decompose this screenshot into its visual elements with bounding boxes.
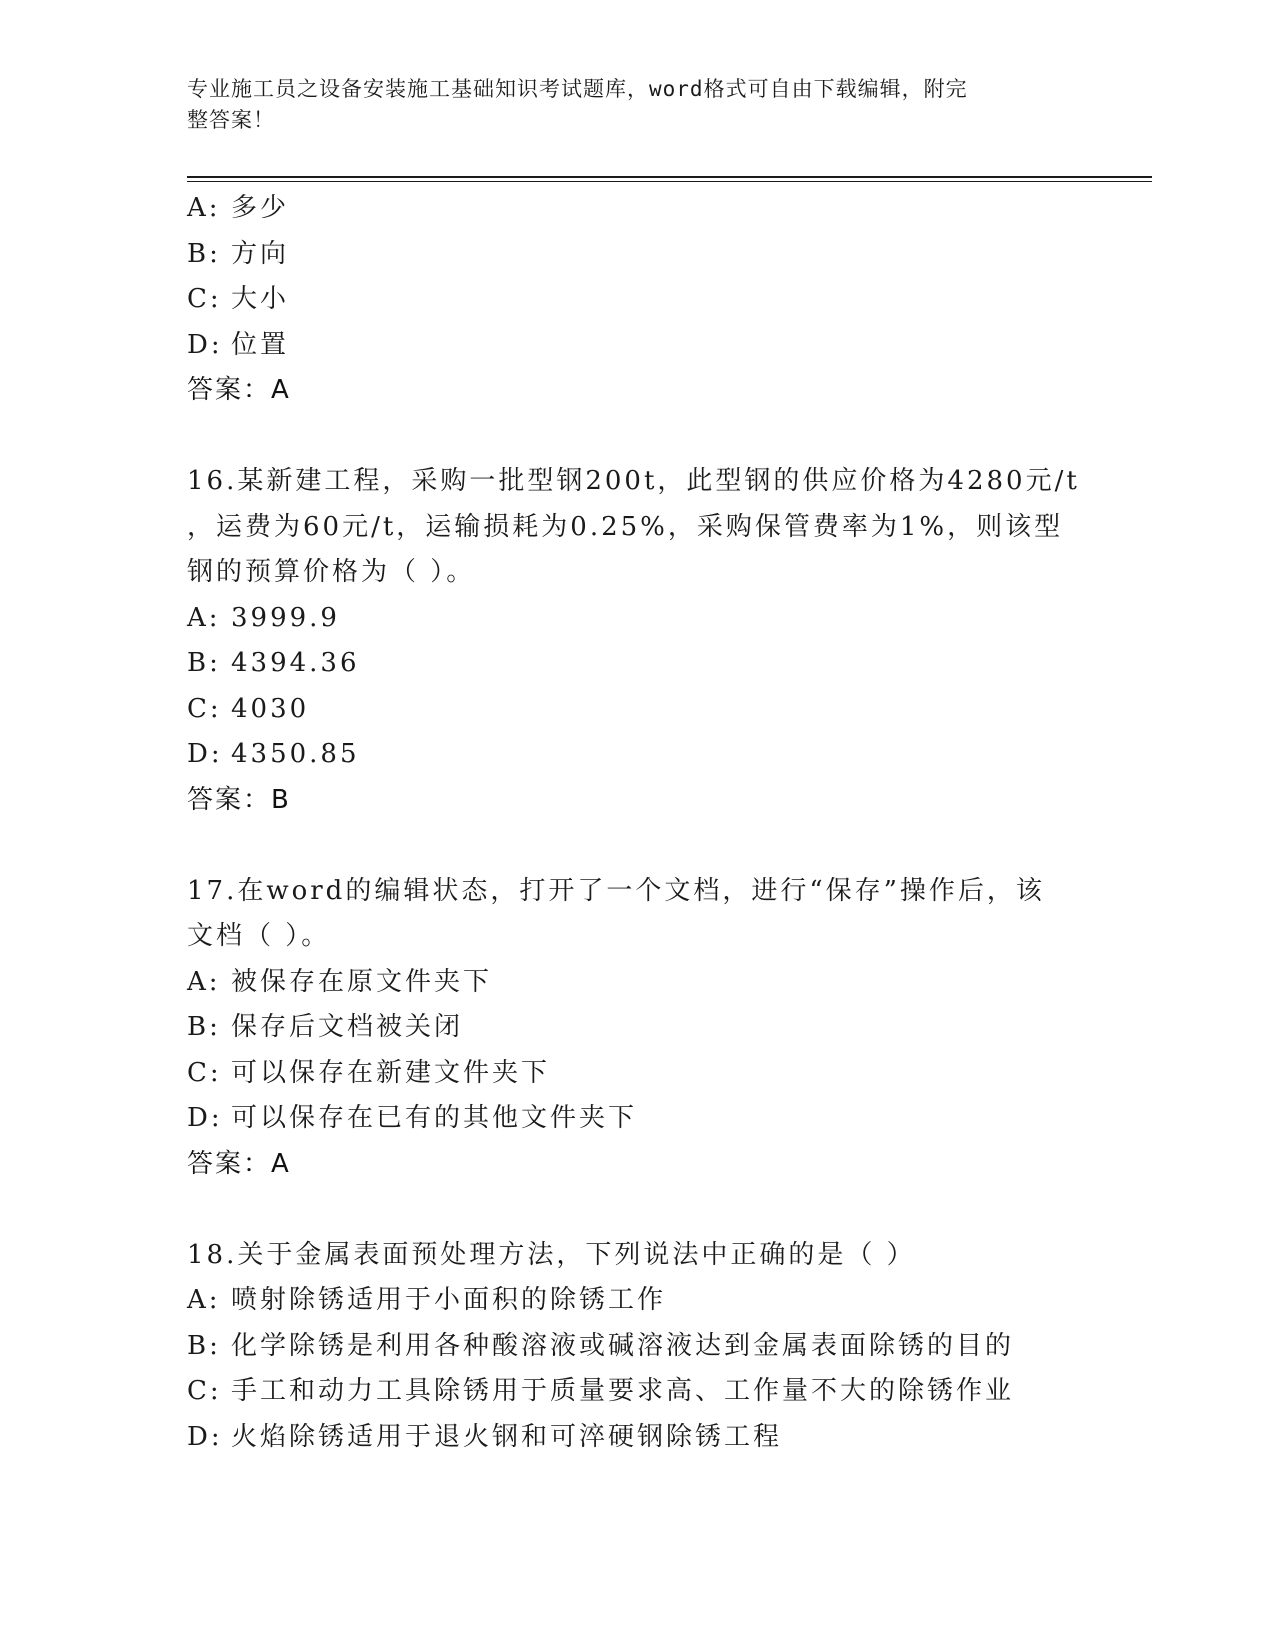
option-d: D: 可以保存在已有的其他文件夹下 xyxy=(187,1103,638,1133)
header-divider-thick xyxy=(187,176,1152,178)
option-b: B: 方向 xyxy=(187,238,290,269)
question-18 xyxy=(187,1233,1087,1461)
option-d: D: 位置 xyxy=(187,329,290,360)
option-a: A: 喷射除锈适用于小面积的除锈工作 xyxy=(187,1285,667,1315)
question-stem-line: 文档（ ）。 xyxy=(187,921,331,951)
answer-line: 答案：B xyxy=(187,784,291,815)
header-line-2: 整答案！ xyxy=(187,108,275,132)
option-a: A: 多少 xyxy=(187,193,290,223)
option-b: B: 化学除锈是利用各种酸溶液或碱溶液达到金属表面除锈的目的 xyxy=(187,1330,1015,1361)
option-d: D: 火焰除锈适用于退火钢和可淬硬钢除锈工程 xyxy=(187,1421,783,1452)
option-a: A: 3999.9 xyxy=(187,602,340,633)
question-15-tail xyxy=(187,186,1087,414)
option-c: C: 4030 xyxy=(187,693,310,724)
option-c: C: 大小 xyxy=(187,284,290,314)
option-c: C: 可以保存在新建文件夹下 xyxy=(187,1057,551,1088)
question-17 xyxy=(187,869,1087,1188)
question-16 xyxy=(187,459,1087,823)
answer-line: 答案：A xyxy=(187,375,291,405)
header-divider-thin xyxy=(187,181,1152,182)
question-stem-line: ，运费为60元/t，运输损耗为0.25%，采购保管费率为1%，则该型 xyxy=(187,511,1064,542)
question-stem-line: 17.在word的编辑状态，打开了一个文档，进行“保存”操作后，该 xyxy=(187,875,1045,906)
header-line-1: 专业施工员之设备安装施工基础知识考试题库，word格式可自由下载编辑，附完 xyxy=(187,77,968,101)
option-a: A: 被保存在原文件夹下 xyxy=(187,966,493,997)
question-content xyxy=(187,186,1087,1460)
question-stem-line: 18.关于金属表面预处理方法，下列说法中正确的是（ ） xyxy=(187,1239,916,1270)
option-c: C: 手工和动力工具除锈用于质量要求高、工作量不大的除锈作业 xyxy=(187,1376,1015,1406)
option-b: B: 4394.36 xyxy=(187,648,360,678)
answer-line: 答案：A xyxy=(187,1148,291,1179)
question-stem-line: 16.某新建工程，采购一批型钢200t，此型钢的供应价格为4280元/t xyxy=(187,466,1080,496)
option-d: D: 4350.85 xyxy=(187,739,360,769)
question-stem-line: 钢的预算价格为（ ）。 xyxy=(187,557,476,587)
page-header xyxy=(187,74,1067,136)
option-b: B: 保存后文档被关闭 xyxy=(187,1012,464,1042)
